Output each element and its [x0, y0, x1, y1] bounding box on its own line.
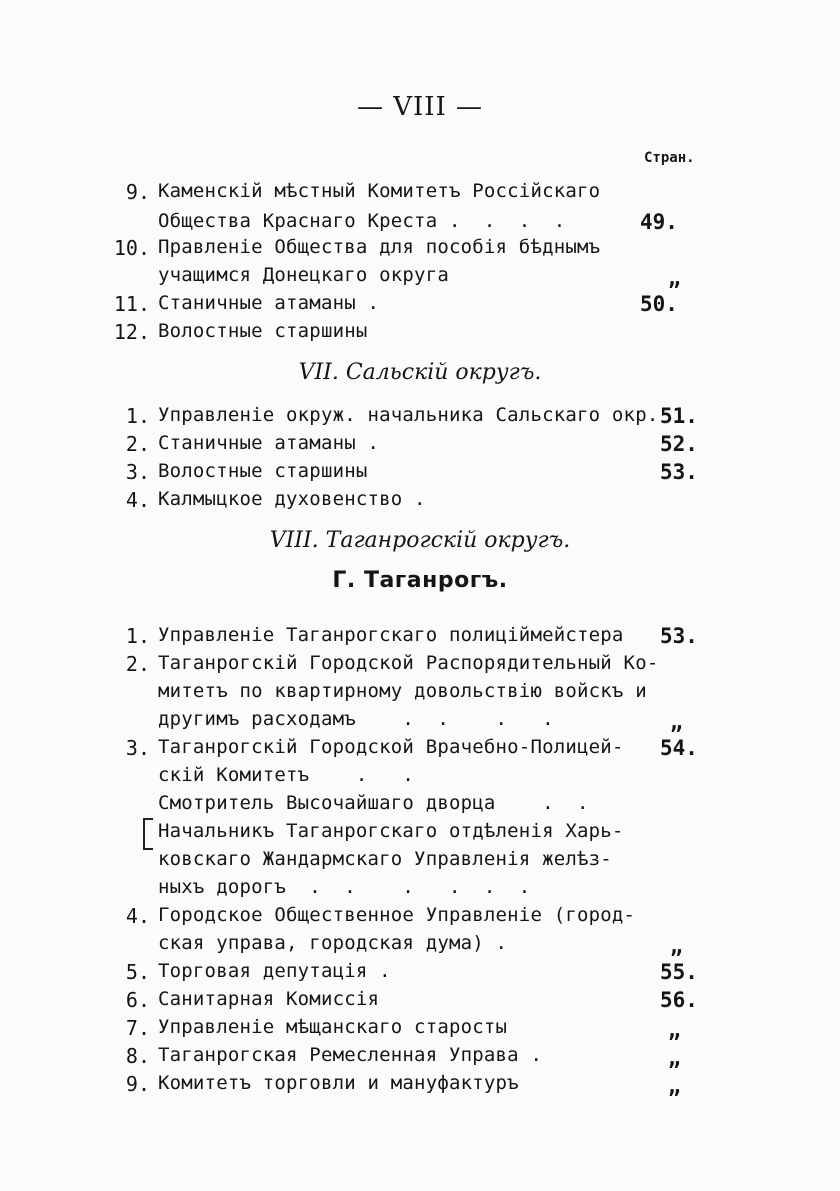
section-heading: VII. Сальскій округъ. [298, 360, 542, 385]
entry-text-line: Начальникъ Таганрогскаго отдѣленія Харь- [158, 820, 624, 842]
bracket-mark [143, 818, 153, 850]
entry-number: 7. [125, 1016, 150, 1040]
entry-page: „ [668, 266, 681, 290]
entry-text-line: Общества Краснаго Креста . . . . [158, 210, 566, 232]
entry-text-line: другимъ расходамъ . . . . [158, 708, 554, 730]
entry-page: 49. [640, 210, 678, 234]
entry-text-line: Комитетъ торговли и мануфактуръ [158, 1072, 519, 1094]
entry-number: 12. [113, 320, 150, 344]
entry-page: 53. [660, 460, 698, 484]
entry-text-line: Управленіе мѣщанскаго старосты [158, 1016, 508, 1038]
entry-number: 3. [125, 460, 150, 484]
entry-number: 2. [125, 432, 150, 456]
entry-text-line: Управленіе Таганрогскаго полиціймейстера [158, 624, 624, 646]
entry-number: 6. [125, 988, 150, 1012]
entry-text-line: Таганрогская Ремесленная Управа . [158, 1044, 543, 1066]
entry-text-line: Станичные атаманы . [158, 292, 380, 314]
entry-text-line: ская управа, городская дума) . [158, 932, 508, 954]
page-number: — VIII — [356, 92, 484, 122]
entry-text-line: Волостные старшины [158, 320, 368, 342]
section-heading: VIII. Таганрогскій округъ. [269, 528, 571, 553]
entry-page: 56. [660, 988, 698, 1012]
entry-number: 5. [125, 960, 150, 984]
entry-text-line: Правленіе Общества для пособія бѣднымъ [158, 236, 601, 258]
entry-number: 3. [125, 736, 150, 760]
entry-number: 10. [113, 236, 150, 260]
entry-text-line: Смотритель Высочайшаго дворца . . [158, 792, 589, 814]
entry-text-line: Санитарная Комиссія [158, 988, 380, 1010]
entry-page: 54. [660, 736, 698, 760]
entry-page: „ [670, 710, 683, 734]
entry-text-line: Таганрогскій Городской Врачебно-Полицей- [158, 736, 624, 758]
entry-text-line: Торговая депутація . [158, 960, 391, 982]
entry-number: 1. [125, 624, 150, 648]
entry-page: 55. [660, 960, 698, 984]
entry-number: 4. [125, 488, 150, 512]
entry-number: 8. [125, 1044, 150, 1068]
page-column-header: Стран. [644, 150, 695, 166]
entry-text-line: Станичные атаманы . [158, 432, 380, 454]
entry-text-line: Управленіе окруж. начальника Сальскаго окр. [158, 404, 659, 426]
city-heading: Г. Таганрогъ. [332, 568, 508, 593]
entry-number: 4. [125, 904, 150, 928]
entry-text-line: скій Комитетъ . . [158, 764, 415, 786]
entry-text-line: Городское Общественное Управленіе (город- [158, 904, 636, 926]
entry-number: 9. [125, 1072, 150, 1096]
entry-number: 1. [125, 404, 150, 428]
entry-page: 50. [640, 292, 678, 316]
entry-page: „ [668, 1074, 681, 1098]
entry-page: „ [668, 1018, 681, 1042]
entry-number: 2. [125, 652, 150, 676]
entry-page: 52. [660, 432, 698, 456]
entry-text-line: Волостные старшины [158, 460, 368, 482]
entry-text-line: ныхъ дорогъ . . . . . . [158, 876, 531, 898]
entry-text-line: митетъ по квартирному довольствію войскъ и [158, 680, 647, 702]
entry-text-line: учащимся Донецкаго округа [158, 264, 449, 286]
entry-text-line: ковскаго Жандармскаго Управленія желѣз- [158, 848, 612, 870]
entry-page: „ [670, 934, 683, 958]
entry-page: 53. [660, 624, 698, 648]
entry-number: 9. [125, 180, 150, 204]
entry-page: 51. [660, 404, 698, 428]
entry-text-line: Калмыцкое духовенство . [158, 488, 426, 510]
entry-text-line: Каменскій мѣстный Комитетъ Россійскаго [158, 180, 601, 202]
entry-page: „ [668, 1046, 681, 1070]
entry-text-line: Таганрогскій Городской Распорядительный Ко- [158, 652, 659, 674]
entry-number: 11. [113, 292, 150, 316]
